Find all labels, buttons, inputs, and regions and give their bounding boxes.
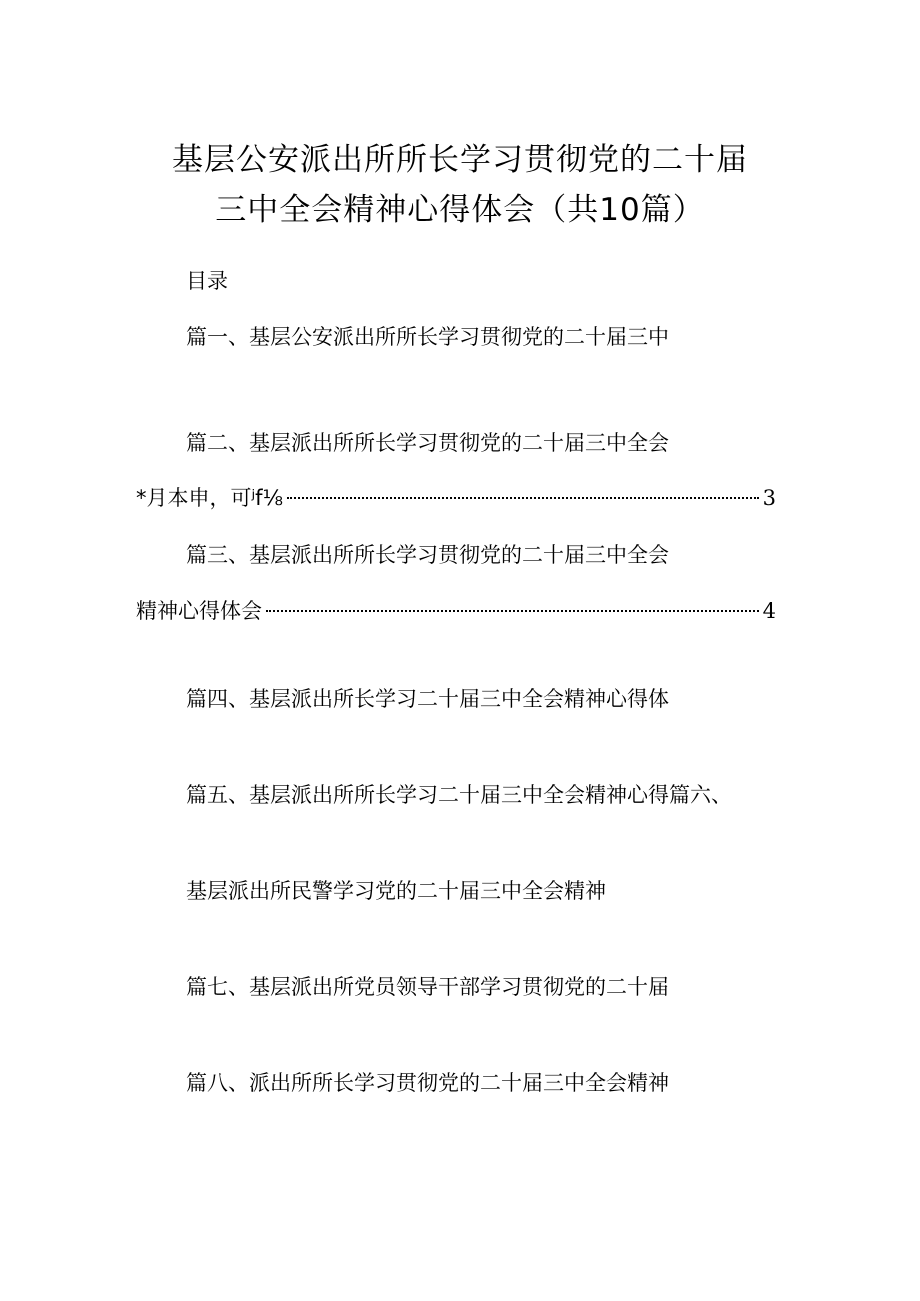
document-title-line-1: 基层公安派出所所长学习贯彻党的二十届	[172, 142, 748, 178]
toc-entry-3-continuation[interactable]	[136, 596, 776, 626]
toc-entry-7[interactable]: 篇七、基层派出所党员领导干部学习贯彻党的二十届	[186, 975, 669, 999]
toc-dot-leader	[266, 610, 759, 612]
toc-entry-2-continuation-text: *月本申，可ʲf⅛	[136, 486, 283, 510]
toc-entry-3-continuation-text: 精神心得体会	[136, 599, 262, 623]
toc-entry-5[interactable]: 篇五、基层派出所所长学习二十届三中全会精神心得篇六、	[186, 783, 732, 807]
toc-entry-2-page-number: 3	[762, 486, 776, 510]
toc-entry-1[interactable]: 篇一、基层公安派出所所长学习贯彻党的二十届三中	[186, 325, 669, 349]
toc-entry-6[interactable]: 基层派出所民警学习党的二十届三中全会精神	[186, 879, 606, 903]
toc-dot-leader	[287, 497, 759, 499]
toc-heading: 目录	[186, 269, 228, 293]
toc-entry-8[interactable]: 篇八、派出所所长学习贯彻党的二十届三中全会精神	[186, 1071, 669, 1095]
toc-entry-2[interactable]: 篇二、基层派出所所长学习贯彻党的二十届三中全会	[186, 431, 669, 455]
toc-entry-2-continuation[interactable]	[136, 483, 776, 513]
document-title-line-2: 三中全会精神心得体会（共10篇）	[215, 192, 705, 228]
toc-entry-3-page-number: 4	[762, 599, 776, 623]
toc-entry-4[interactable]: 篇四、基层派出所长学习二十届三中全会精神心得体	[186, 687, 669, 711]
toc-entry-3[interactable]: 篇三、基层派出所所长学习贯彻党的二十届三中全会	[186, 543, 669, 567]
